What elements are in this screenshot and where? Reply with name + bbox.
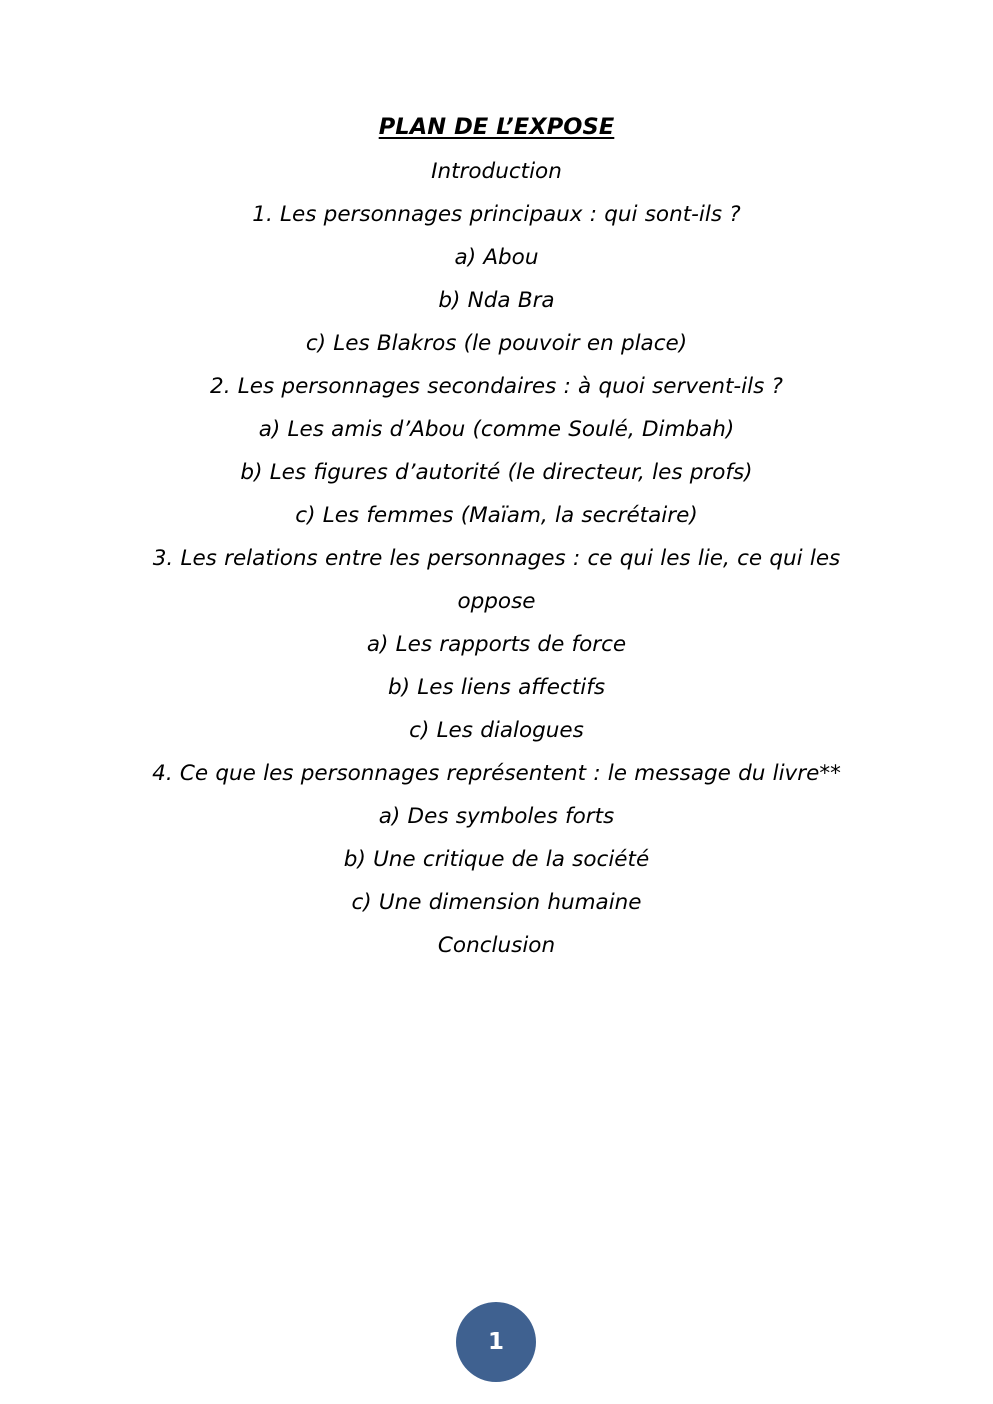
outline-list xyxy=(119,150,874,967)
outline-line: Introduction xyxy=(431,159,562,184)
outline-line: b) Les liens affectifs xyxy=(387,675,606,700)
outline-line: 2. Les personnages secondaires : à quoi servent-ils ? xyxy=(210,374,783,399)
outline-line: b) Les figures d’autorité (le directeur, les profs) xyxy=(240,460,753,485)
outline-line: a) Les amis d’Abou (comme Soulé, Dimbah) xyxy=(258,417,735,442)
outline-line: Conclusion xyxy=(437,933,556,958)
outline-line: c) Les dialogues xyxy=(409,718,584,743)
page-title xyxy=(119,106,874,149)
page-title-text: PLAN DE L’EXPOSE xyxy=(378,114,615,140)
page-number-text: 1 xyxy=(487,1328,504,1355)
outline-line: c) Les Blakros (le pouvoir en place) xyxy=(305,331,688,356)
outline-line: a) Les rapports de force xyxy=(366,632,627,657)
outline-line: b) Une critique de la société xyxy=(343,847,650,872)
outline-line: a) Abou xyxy=(454,245,539,270)
outline-line: 1. Les personnages principaux : qui sont-ils ? xyxy=(252,202,741,227)
outline-line: oppose xyxy=(457,589,536,614)
page-number-badge xyxy=(456,1302,536,1382)
outline-line: a) Des symboles forts xyxy=(378,804,615,829)
outline-line: 4. Ce que les personnages représentent : le message du livre** xyxy=(152,761,841,786)
outline-line: c) Une dimension humaine xyxy=(351,890,642,915)
outline-line: b) Nda Bra xyxy=(438,288,555,313)
outline-line: c) Les femmes (Maïam, la secrétaire) xyxy=(295,503,698,528)
outline-line: 3. Les relations entre les personnages : ce qui les lie, ce qui les xyxy=(152,546,841,571)
